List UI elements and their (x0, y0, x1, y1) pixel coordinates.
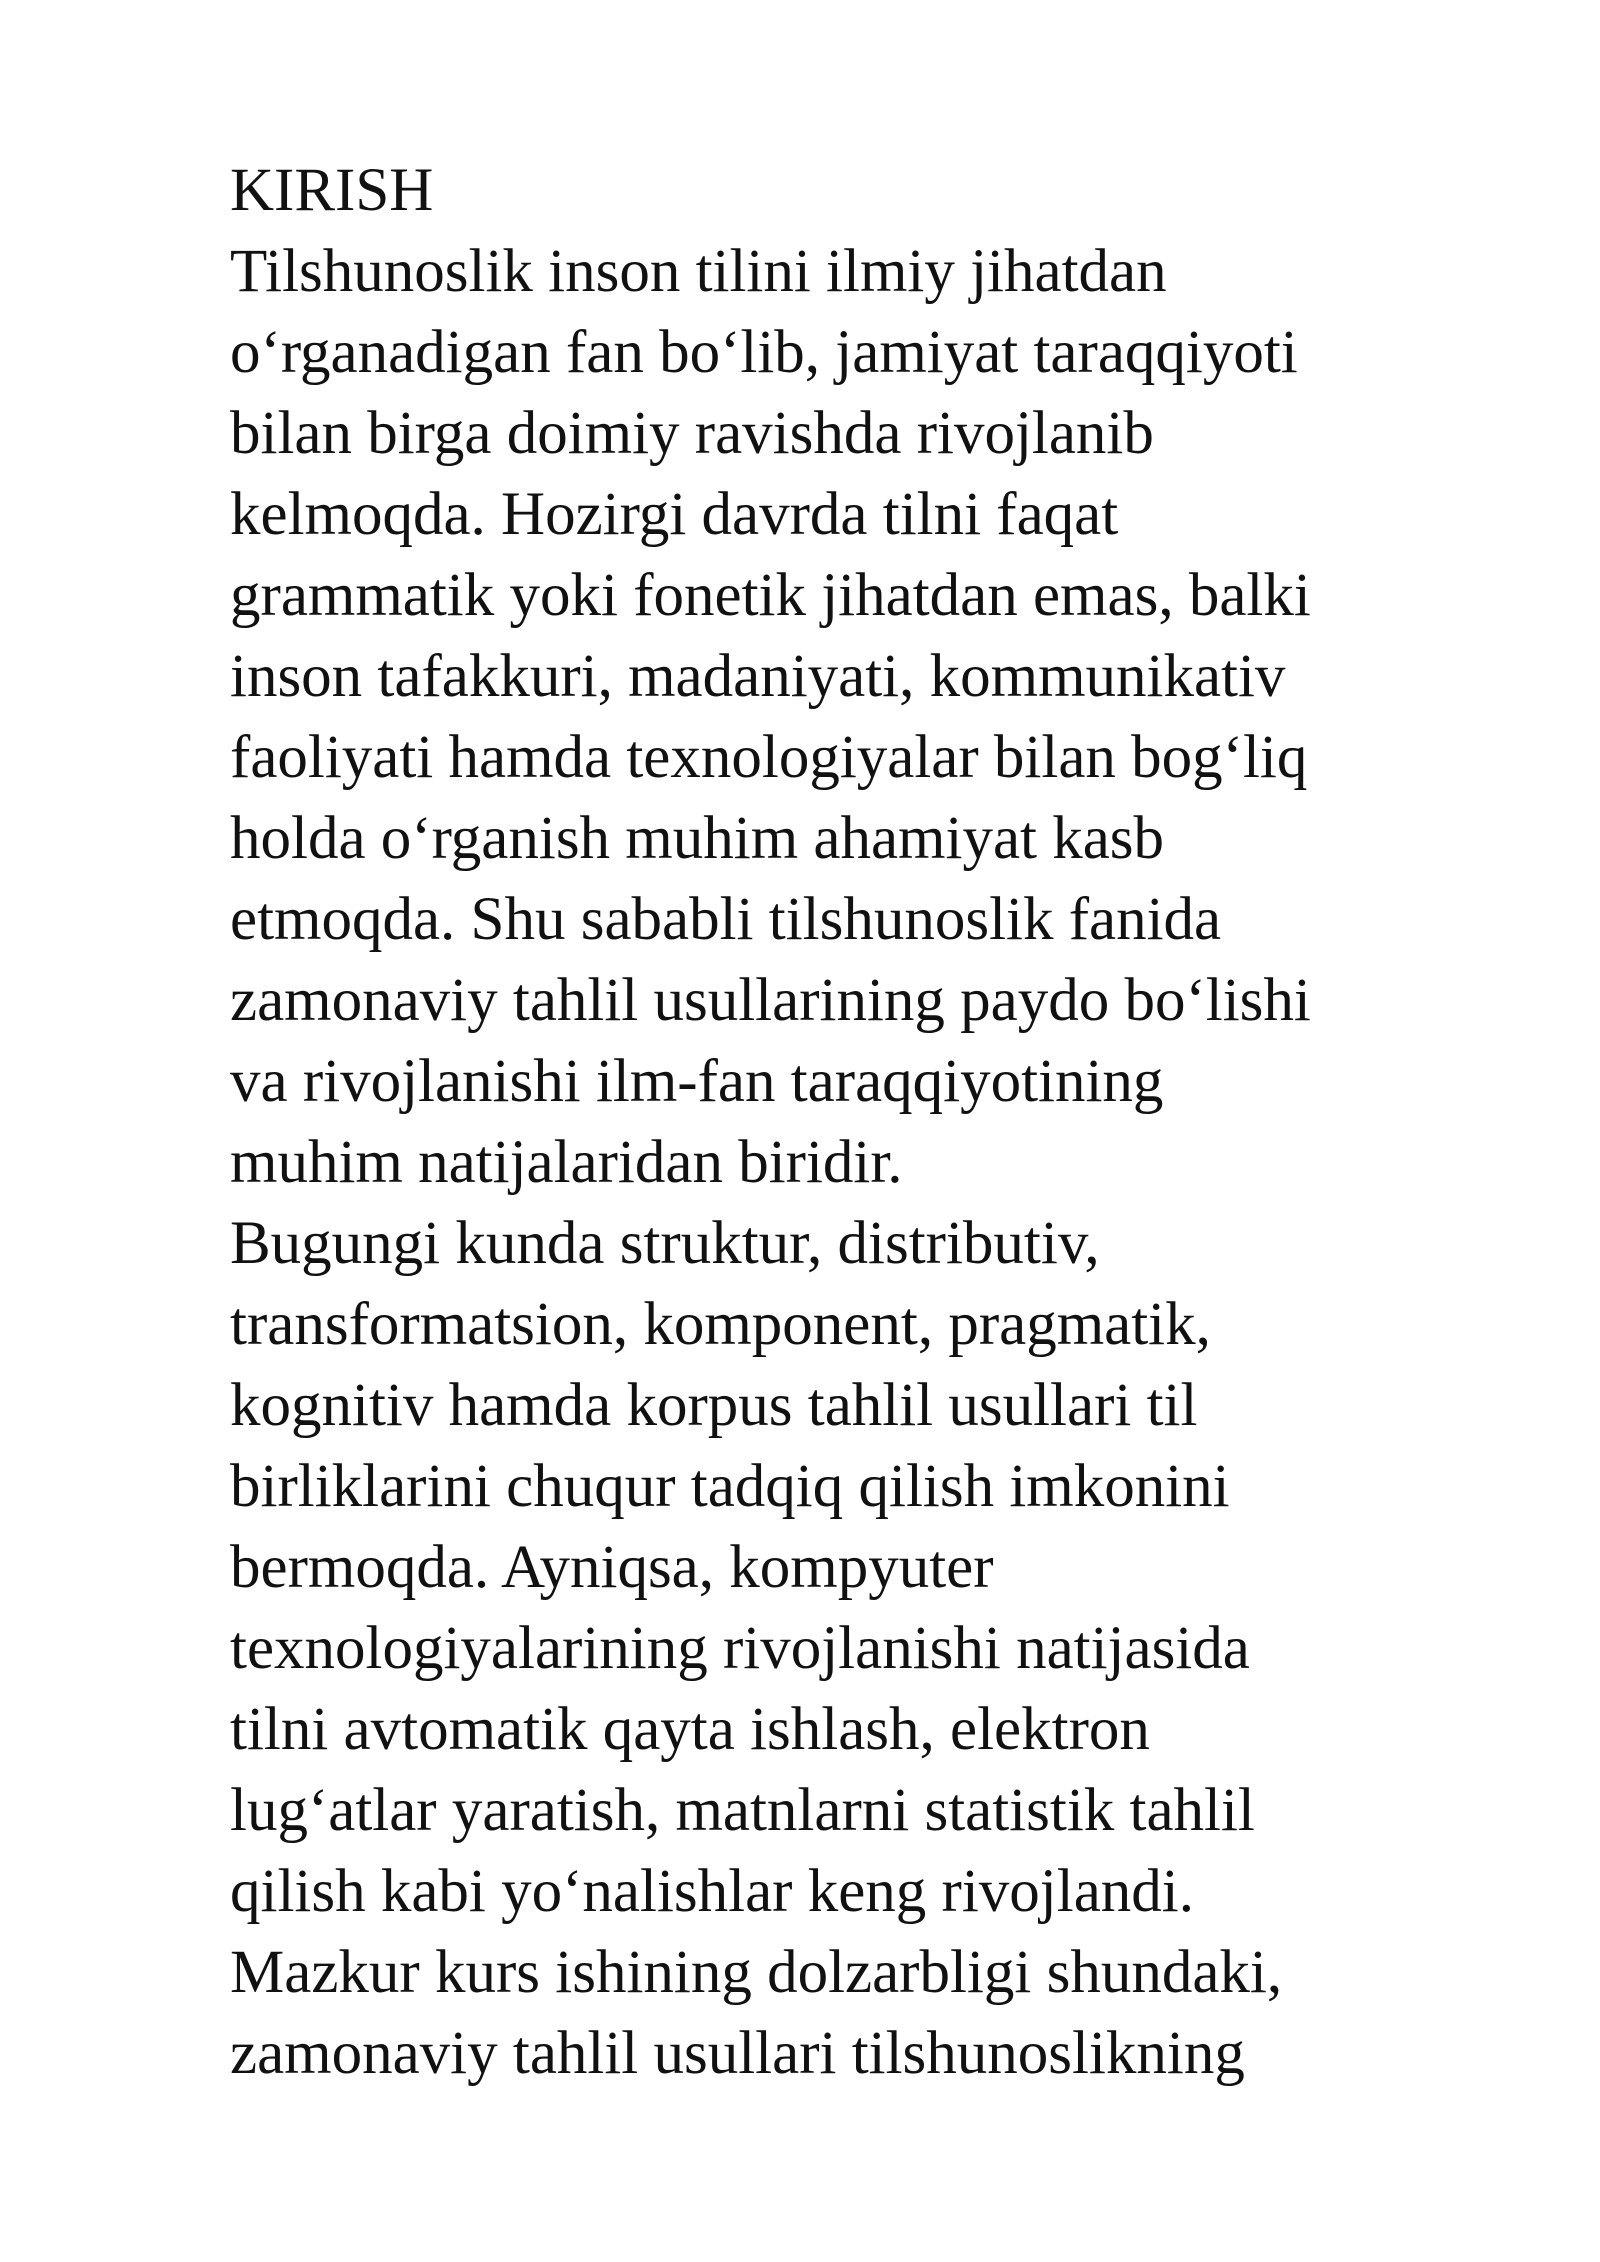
text-line: zamonaviy tahlil usullarining paydo bo‘lishi (230, 967, 1311, 1034)
text-line: transformatsion, komponent, pragmatik, (230, 1291, 1211, 1358)
text-line: muhim natijalaridan biridir. (230, 1129, 903, 1196)
text-line: va rivojlanishi ilm-fan taraqqiyotining (230, 1048, 1164, 1115)
document-body (230, 150, 1550, 2094)
text-line: grammatik yoki fonetik jihatdan emas, balki (230, 562, 1311, 629)
text-line: kognitiv hamda korpus tahlil usullari til (230, 1372, 1198, 1439)
text-line: inson tafakkuri, madaniyati, kommunikativ (230, 643, 1286, 710)
text-line: zamonaviy tahlil usullari tilshunoslikning (230, 2020, 1245, 2087)
text-line: bermoqda. Ayniqsa, kompyuter (230, 1534, 994, 1601)
text-line: etmoqda. Shu sababli tilshunoslik fanida (230, 886, 1222, 953)
text-line: qilish kabi yo‘nalishlar keng rivojlandi. (230, 1858, 1194, 1925)
text-line: kelmoqda. Hozirgi davrda tilni faqat (230, 481, 1119, 548)
text-line: o‘rganadigan fan bo‘lib, jamiyat taraqqiyoti (230, 319, 1298, 386)
text-line: Mazkur kurs ishining dolzarbligi shundaki, (230, 1939, 1283, 2006)
text-line: faoliyati hamda texnologiyalar bilan bog‘liq (230, 724, 1308, 791)
text-line: tilni avtomatik qayta ishlash, elektron (230, 1696, 1150, 1763)
text-line: texnologiyalarining rivojlanishi natijasida (230, 1615, 1250, 1682)
text-line: Tilshunoslik inson tilini ilmiy jihatdan (230, 238, 1167, 305)
text-line: birliklarini chuqur tadqiq qilish imkonini (230, 1453, 1230, 1520)
text-line: holda o‘rganish muhim ahamiyat kasb (230, 805, 1165, 872)
text-line: lug‘atlar yaratish, matnlarni statistik tahlil (230, 1777, 1255, 1844)
text-line: Bugungi kunda struktur, distributiv, (230, 1210, 1100, 1277)
text-line: bilan birga doimiy ravishda rivojlanib (230, 400, 1154, 467)
section-heading: KIRISH (230, 157, 434, 224)
